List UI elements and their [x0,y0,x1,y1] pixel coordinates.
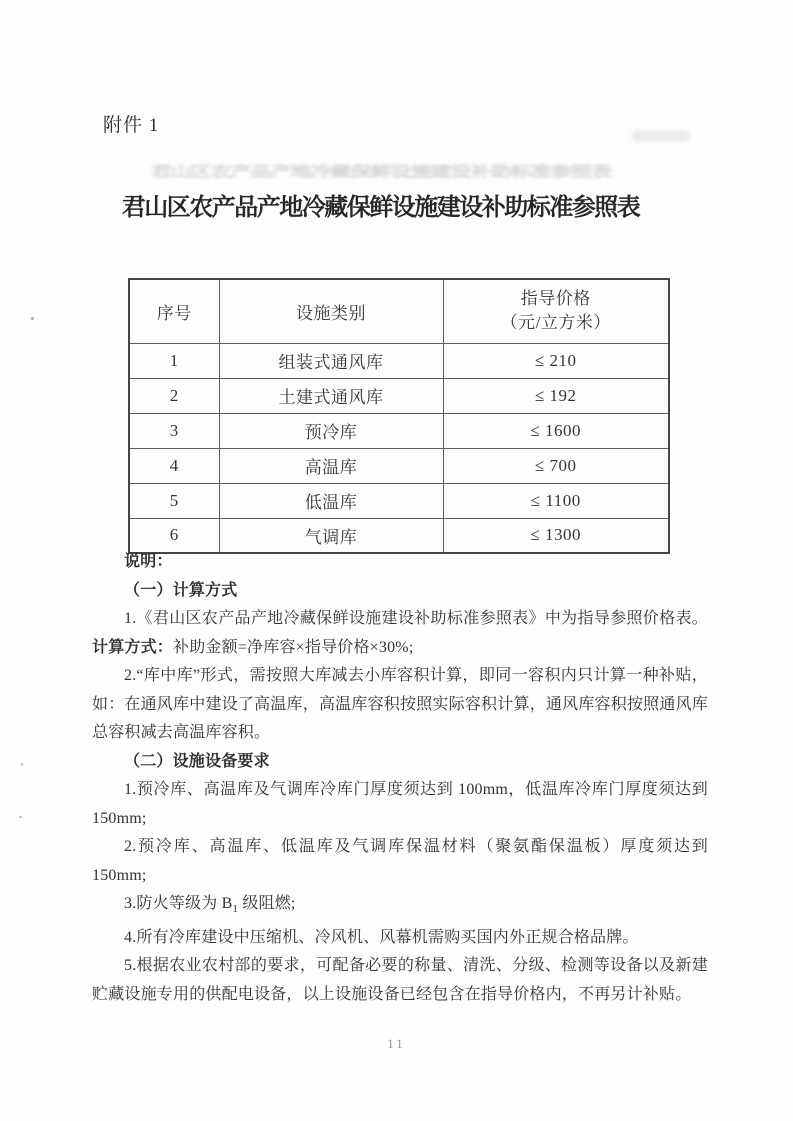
table-row [129,343,669,378]
subsidy-standard-table [128,278,670,554]
title-print-bleed: 君山区农产品产地冷藏保鲜设施建设补助标准参照表 [150,163,611,181]
note-item-text: 补助金额=净库容×指导价格×30%; [173,638,414,656]
cell-price: ≤ 700 [443,448,669,483]
cell-no: 5 [129,483,219,518]
table-row [129,413,669,448]
note-heading-2: （二）设施设备要求 [124,752,270,770]
scan-smudge [632,130,690,142]
header-price-line2: （元/立方米） [500,313,611,333]
cell-no: 1 [129,343,219,378]
note-item: 5.根据农业农村部的要求，可配备必要的称量、清洗、分级、检测等设备以及新建贮藏设施专用的供配电设备，以上设施设备已经包含在指导价格内，不再另计补贴。 [92,957,708,1003]
cell-type: 土建式通风库 [219,378,443,413]
table-row [129,448,669,483]
note-item: 2.“库中库”形式，需按照大库减去小库容积计算，即同一容积内只计算一种补贴，如：在通风库中建设了高温库，高温库容积按照实际容积计算，通风库容积按照通风库总容积减去高温库容积。 [92,667,708,741]
note-item: 1.预冷库、高温库及气调库冷库门厚度须达到 100mm，低温库冷库门厚度须达到 150mm; [92,781,708,827]
note-item [92,605,708,662]
cell-type: 低温库 [219,483,443,518]
note-item-emphasis: 计算方式： [92,638,174,656]
notes-section [92,548,708,1009]
header-cell-no: 序号 [129,279,219,343]
scan-speck [31,317,34,320]
cell-price: ≤ 1600 [443,413,669,448]
attachment-label: 附件 1 [103,115,160,136]
notes-label: 说明： [124,553,173,570]
cell-no: 4 [129,448,219,483]
cell-type: 高温库 [219,448,443,483]
note-item [92,890,708,924]
table-row [129,483,669,518]
cell-price: ≤ 210 [443,343,669,378]
cell-price: ≤ 1100 [443,483,669,518]
cell-type: 预冷库 [219,413,443,448]
note-item-text: 3.防火等级为 B [124,895,233,912]
header-cell-price [443,279,669,343]
note-item-text: 1.《君山区农产品产地冷藏保鲜设施建设补助标准参照表》中为指导参照价格表。 [124,610,708,627]
cell-no: 3 [129,413,219,448]
note-heading-1: （一）计算方式 [124,581,238,599]
scan-speck [19,816,22,818]
cell-type: 气调库 [219,518,443,553]
note-item: 2.预冷库、高温库、低温库及气调库保温材料（聚氨酯保温板）厚度须达到 150mm; [92,838,708,884]
cell-no: 6 [129,518,219,553]
table-header-row [129,279,669,343]
note-item-text: 级阻燃; [238,895,296,912]
table-row [129,378,669,413]
note-item: 4.所有冷库建设中压缩机、冷风机、风幕机需购买国内外正规合格品牌。 [124,928,639,946]
page-title: 君山区农产品产地冷藏保鲜设施建设补助标准参照表 [121,195,640,221]
header-price-line1: 指导价格 [520,288,591,308]
cell-price: ≤ 1300 [443,518,669,553]
header-cell-type: 设施类别 [219,279,443,343]
page-number: 11 [387,1036,406,1051]
subscript-text: 1 [232,903,239,916]
cell-price: ≤ 192 [443,378,669,413]
scan-speck [21,763,23,766]
cell-no: 2 [129,378,219,413]
cell-type: 组装式通风库 [219,343,443,378]
